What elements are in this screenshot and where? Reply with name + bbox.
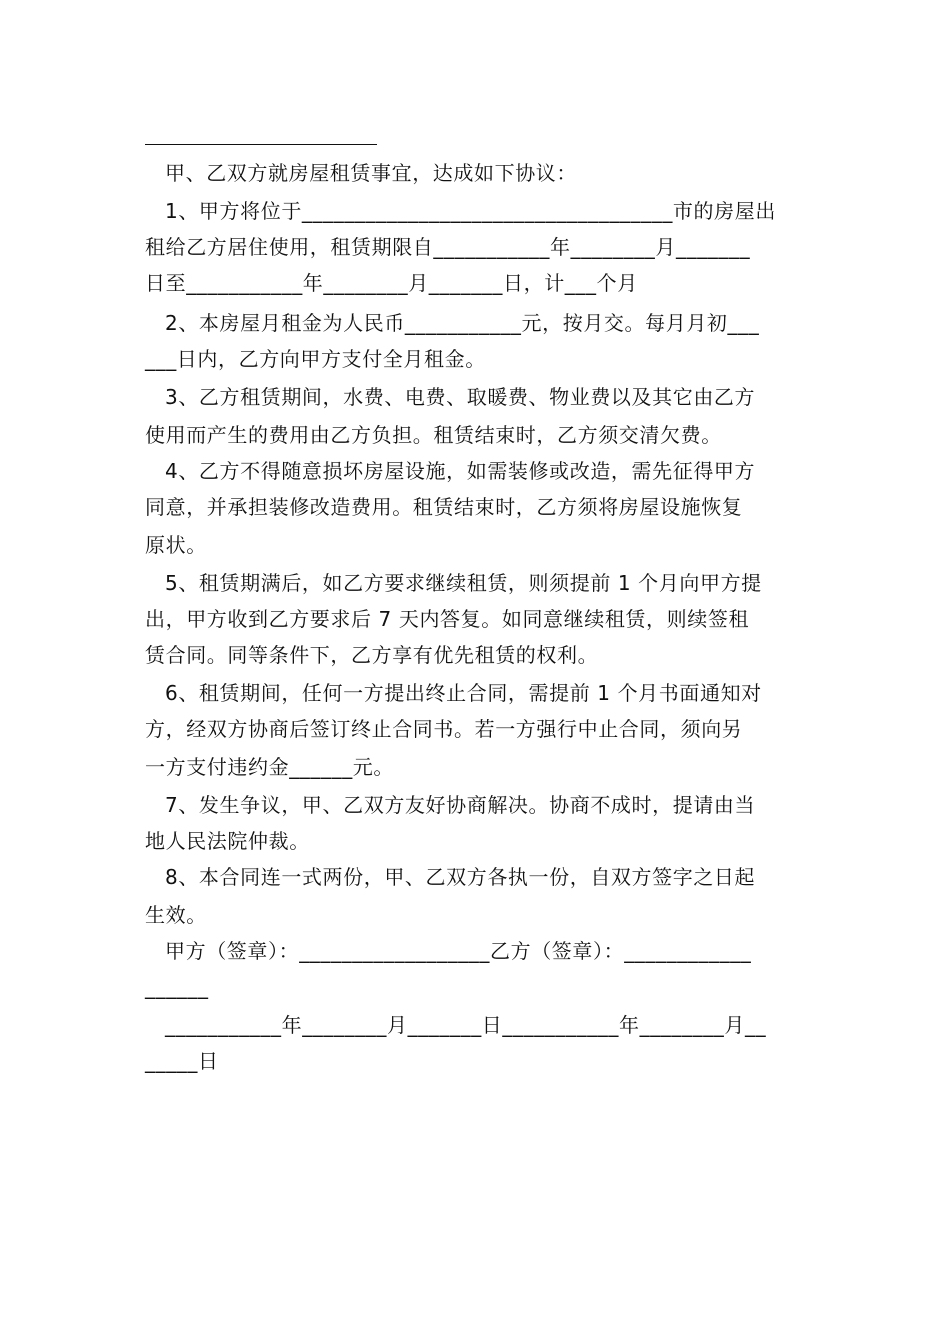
clause-4-line-2: 同意，并承担装修改造费用。租赁结束时，乙方须将房屋设施恢复 [145, 495, 743, 519]
clause-5-line-1: 5、租赁期满后，如乙方要求继续租赁，则须提前 1 个月向甲方提 [165, 571, 762, 595]
signature-line-2: ______ [145, 975, 209, 999]
top-signature-rule [145, 144, 377, 145]
intro-line: 甲、乙双方就房屋租赁事宜，达成如下协议： [165, 161, 577, 185]
clause-1-line-2: 租给乙方居住使用，租赁期限自___________年________月_______ [145, 235, 751, 259]
clause-5-line-2: 出，甲方收到乙方要求后 7 天内答复。如同意继续租赁，则续签租 [145, 607, 750, 631]
clause-4-line-1: 4、乙方不得随意损坏房屋设施，如需装修或改造，需先征得甲方 [165, 459, 756, 483]
date-line-2: _____日 [145, 1049, 219, 1073]
clause-8-line-2: 生效。 [145, 903, 207, 927]
date-line-1: ___________年________月_______日___________年________月__ [165, 1013, 767, 1037]
clause-2-line-1: 2、本房屋月租金为人民币___________元，按月交。每月月初___ [165, 311, 760, 335]
clause-4-line-3: 原状。 [145, 533, 207, 557]
clause-6-line-1: 6、租赁期间，任何一方提出终止合同，需提前 1 个月书面通知对 [165, 681, 762, 705]
clause-5-line-3: 赁合同。同等条件下，乙方享有优先租赁的权利。 [145, 643, 599, 667]
clause-6-line-2: 方，经双方协商后签订终止合同书。若一方强行中止合同，须向另 [145, 717, 743, 741]
clause-6-line-3: 一方支付违约金______元。 [145, 755, 394, 779]
clause-8-line-1: 8、本合同连一式两份，甲、乙双方各执一份，自双方签字之日起 [165, 865, 756, 889]
clause-3-line-1: 3、乙方租赁期间，水费、电费、取暖费、物业费以及其它由乙方 [165, 385, 756, 409]
signature-line-1: 甲方（签章）：__________________乙方（签章）：____________ [165, 939, 752, 963]
clause-3-line-2: 使用而产生的费用由乙方负担。租赁结束时，乙方须交清欠费。 [145, 423, 722, 447]
clause-1-line-1: 1、甲方将位于___________________________________市的房屋出 [165, 199, 776, 223]
clause-7-line-1: 7、发生争议，甲、乙双方友好协商解决。协商不成时，提请由当 [165, 793, 756, 817]
clause-7-line-2: 地人民法院仲裁。 [145, 829, 310, 853]
clause-1-line-3: 日至___________年________月_______日，计___个月 [145, 271, 638, 295]
clause-2-line-2: ___日内，乙方向甲方支付全月租金。 [145, 347, 486, 371]
